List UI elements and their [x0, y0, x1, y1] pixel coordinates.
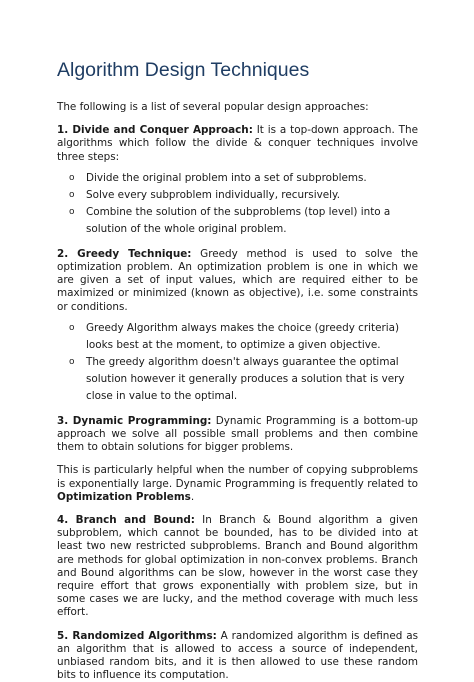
intro-paragraph: The following is a list of several popular design approaches:	[57, 101, 369, 113]
note-text: This is particularly helpful when the number of copying subproblems is exponentially large. Dynamic Programming is frequently related to	[57, 464, 418, 490]
list-item-text: The greedy algorithm doesn't always guarantee the optimal solution however it generally produces a solution that is very close in value to the optimal.	[86, 355, 405, 402]
divide-steps-list	[57, 170, 418, 238]
section-heading: 4. Branch and Bound:	[57, 514, 195, 527]
section-text: Greedy method is used to solve the optimization problem. An optimization problem is one in which we are given a set of input values, which are required either to be maximized or minimized (known as objective), i.e. some constraints or conditions.	[57, 247, 418, 313]
list-item-text: Greedy Algorithm always makes the choice (greedy criteria) looks best at the moment, to optimize a given objective.	[86, 321, 400, 351]
section-text: Dynamic Programming is a bottom-up approach we solve all possible small problems and then combine them to obtain solutions for bigger problems.	[57, 414, 418, 454]
section-text: It is a top-down approach. The algorithms which follow the divide & conquer techniques involve three steps:	[57, 124, 418, 163]
list-item-text: Combine the solution of the subproblems (top level) into a solution of the whole original problem.	[86, 205, 391, 235]
list-item	[57, 204, 418, 238]
section-dynamic-programming	[57, 415, 418, 455]
bullet-icon: o	[69, 356, 75, 367]
bullet-icon: o	[69, 206, 75, 217]
list-item	[57, 187, 418, 204]
list-item	[57, 354, 418, 405]
bullet-icon: o	[69, 172, 75, 183]
section-branch-and-bound	[57, 514, 418, 620]
page-title: Algorithm Design Techniques	[57, 59, 310, 81]
note-end: .	[190, 490, 195, 503]
bullet-icon: o	[69, 189, 75, 200]
bullet-icon: o	[69, 322, 75, 333]
section-heading: 2. Greedy Technique:	[57, 247, 192, 260]
list-item	[57, 320, 418, 354]
note-bold-term: Optimization Problems	[57, 490, 191, 503]
list-item-text: Divide the original problem into a set of subproblems.	[86, 171, 367, 184]
section-heading: 1. Divide and Conquer Approach:	[57, 124, 253, 137]
section-heading: 5. Randomized Algorithms:	[57, 629, 217, 642]
dynamic-programming-note	[57, 464, 418, 504]
section-divide-and-conquer	[57, 124, 418, 164]
section-text: In Branch & Bound algorithm a given subproblem, which cannot be bounded, has to be divided into at least two new restricted subproblems. Branch and Bound algorithm are methods for global optimization in non-convex problems. Branch and Bound algorithms can be slow, however in the worst case they require effort that grows exponentially with problem size, but in some cases we are lucky, and the method coverage with much less effort.	[57, 514, 418, 619]
section-text: A randomized algorithm is defined as an algorithm that is allowed to access a source of independent, unbiased random bits, and it is then allowed to use these random bits to influence its computation.	[57, 629, 419, 682]
greedy-list	[57, 320, 418, 405]
section-greedy-technique	[57, 248, 418, 314]
section-randomized-algorithms	[57, 630, 418, 682]
list-item	[57, 170, 418, 187]
section-heading: 3. Dynamic Programming:	[57, 414, 212, 427]
list-item-text: Solve every subproblem individually, recursively.	[86, 188, 341, 201]
